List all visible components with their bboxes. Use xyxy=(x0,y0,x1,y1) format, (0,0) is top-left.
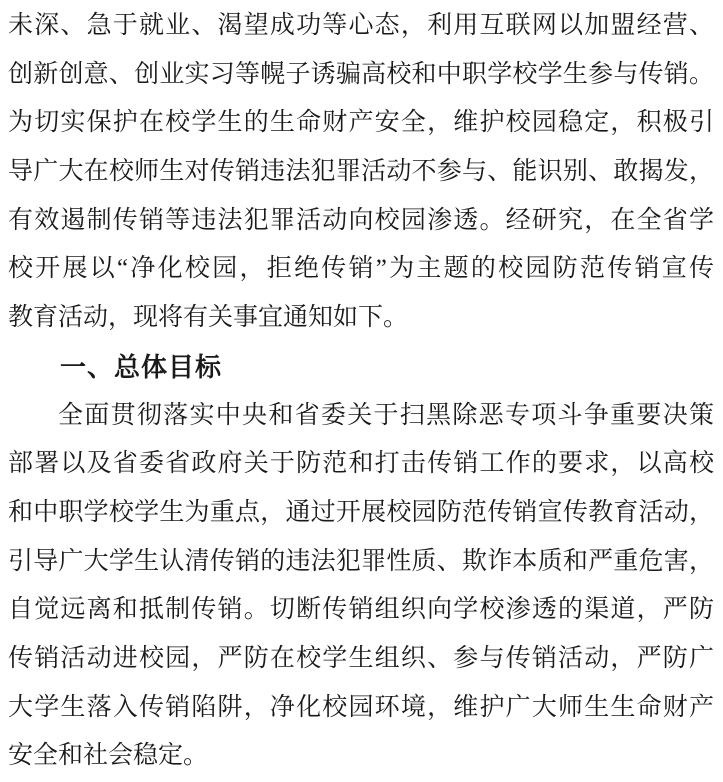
text-line: 导广大在校师生对传销违法犯罪活动不参与、能识别、敢揭发， xyxy=(8,158,714,186)
text-line: 部署以及省委省政府关于防范和打击传销工作的要求，以高校 xyxy=(8,450,714,478)
text-line: 校开展以“净化校园，拒绝传销”为主题的校园防范传销宣传 xyxy=(8,255,714,283)
text-line: 大学生落入传销陷阱，净化校园环境，维护广大师生生命财产 xyxy=(8,693,714,721)
text-line: 为切实保护在校学生的生命财产安全，维护校园稳定，积极引 xyxy=(8,109,714,137)
text-line: 教育活动，现将有关事宜通知如下。 xyxy=(8,304,409,332)
text-line: 自觉远离和抵制传销。切断传销组织向学校渗透的渠道，严防 xyxy=(8,596,714,624)
text-line: 创新创意、创业实习等幌子诱骗高校和中职学校学生参与传销。 xyxy=(8,60,714,88)
section-heading: 一、总体目标 xyxy=(60,351,223,382)
text-line: 传销活动进校园，严防在校学生组织、参与传销活动，严防广 xyxy=(8,644,714,672)
text-line: 全面贯彻落实中央和省委关于扫黑除恶专项斗争重要决策 xyxy=(58,401,714,429)
text-line: 安全和社会稳定。 xyxy=(8,742,209,770)
text-line: 未深、急于就业、渴望成功等心态，利用互联网以加盟经营、 xyxy=(8,12,714,39)
text-line: 和中职学校学生为重点，通过开展校园防范传销宣传教育活动， xyxy=(8,498,714,526)
text-line: 有效遏制传销等违法犯罪活动向校园渗透。经研究，在全省学 xyxy=(8,206,714,234)
text-line: 引导广大学生认清传销的违法犯罪性质、欺诈本质和严重危害， xyxy=(8,547,714,575)
